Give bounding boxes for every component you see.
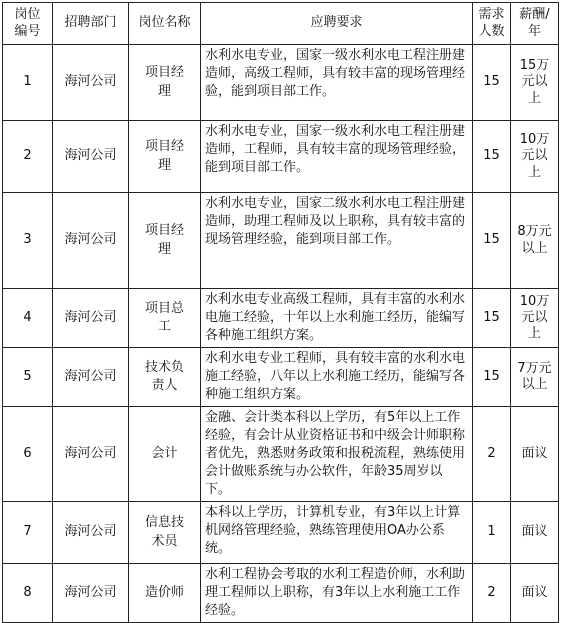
cell-requirements: 金融、会计类本科以上学历，有5年以上工作经验，有会计从业资格证书和中级会计师职称者优先，熟悉财务政策和报税流程，熟练使用会计做账系统与办公软件，年龄35周岁以下。 — [201, 407, 473, 502]
cell-requirements: 水利水电专业，国家一级水利水电工程注册建造师，高级工程师，具有较丰富的现场管理经验，能到项目部工作。 — [201, 45, 473, 121]
cell-title: 造价师 — [129, 564, 201, 623]
cell-dept: 海河公司 — [53, 45, 129, 121]
cell-id: 3 — [3, 193, 53, 289]
cell-dept: 海河公司 — [53, 564, 129, 623]
cell-count: 15 — [473, 348, 511, 407]
cell-title: 项目经理 — [129, 45, 201, 121]
cell-id: 7 — [3, 502, 53, 564]
cell-count: 2 — [473, 564, 511, 623]
table-row — [3, 193, 559, 289]
header-salary: 薪酬/年 — [511, 3, 559, 45]
cell-count: 15 — [473, 193, 511, 289]
cell-title: 会计 — [129, 407, 201, 502]
cell-title: 项目总工 — [129, 289, 201, 348]
cell-salary: 面议 — [511, 564, 559, 623]
header-count: 需求人数 — [473, 3, 511, 45]
table-row — [3, 348, 559, 407]
table-row — [3, 407, 559, 502]
header-id: 岗位编号 — [3, 3, 53, 45]
cell-requirements: 水利水电专业工程师，具有较丰富的水利水电施工经验，八年以上水利施工经历，能编写各种施工组织方案。 — [201, 348, 473, 407]
cell-dept: 海河公司 — [53, 502, 129, 564]
cell-salary: 10万元以上 — [511, 289, 559, 348]
header-title: 岗位名称 — [129, 3, 201, 45]
table-row — [3, 564, 559, 623]
cell-requirements: 水利水电专业，国家二级水利水电工程注册建造师，助理工程师及以上职称，具有较丰富的现场管理经验，能到项目部工作。 — [201, 193, 473, 289]
cell-title: 项目经理 — [129, 193, 201, 289]
header-req: 应聘要求 — [201, 3, 473, 45]
recruitment-table — [2, 2, 559, 623]
cell-id: 2 — [3, 121, 53, 193]
cell-id: 6 — [3, 407, 53, 502]
cell-salary: 7万元以上 — [511, 348, 559, 407]
cell-dept: 海河公司 — [53, 289, 129, 348]
cell-dept: 海河公司 — [53, 121, 129, 193]
cell-count: 2 — [473, 407, 511, 502]
cell-id: 5 — [3, 348, 53, 407]
cell-count: 15 — [473, 45, 511, 121]
cell-id: 4 — [3, 289, 53, 348]
cell-requirements: 水利工程协会考取的水利工程造价师，水利助理工程师以上职称，有3年以上水利施工工作经验。 — [201, 564, 473, 623]
cell-count: 15 — [473, 121, 511, 193]
cell-salary: 10万元以上 — [511, 121, 559, 193]
cell-id: 1 — [3, 45, 53, 121]
cell-dept: 海河公司 — [53, 193, 129, 289]
cell-title: 技术负责人 — [129, 348, 201, 407]
cell-salary: 面议 — [511, 407, 559, 502]
cell-requirements: 水利水电专业，国家一级水利水电工程注册建造师，工程师，具有较丰富的现场管理经验，能到项目部工作。 — [201, 121, 473, 193]
cell-id: 8 — [3, 564, 53, 623]
cell-title: 项目经理 — [129, 121, 201, 193]
cell-title: 信息技术员 — [129, 502, 201, 564]
cell-salary: 面议 — [511, 502, 559, 564]
cell-salary: 8万元以上 — [511, 193, 559, 289]
cell-count: 1 — [473, 502, 511, 564]
table-row — [3, 45, 559, 121]
cell-count: 15 — [473, 289, 511, 348]
table-row — [3, 289, 559, 348]
cell-salary: 15万元以上 — [511, 45, 559, 121]
cell-requirements: 本科以上学历，计算机专业，有3年以上计算机网络管理经验，熟练管理使用OA办公系统。 — [201, 502, 473, 564]
table-row — [3, 121, 559, 193]
header-row — [3, 3, 559, 45]
cell-requirements: 水利水电专业高级工程师，具有丰富的水利水电施工经验，十年以上水利施工经历，能编写各种施工组织方案。 — [201, 289, 473, 348]
cell-dept: 海河公司 — [53, 407, 129, 502]
table-row — [3, 502, 559, 564]
header-dept: 招聘部门 — [53, 3, 129, 45]
cell-dept: 海河公司 — [53, 348, 129, 407]
